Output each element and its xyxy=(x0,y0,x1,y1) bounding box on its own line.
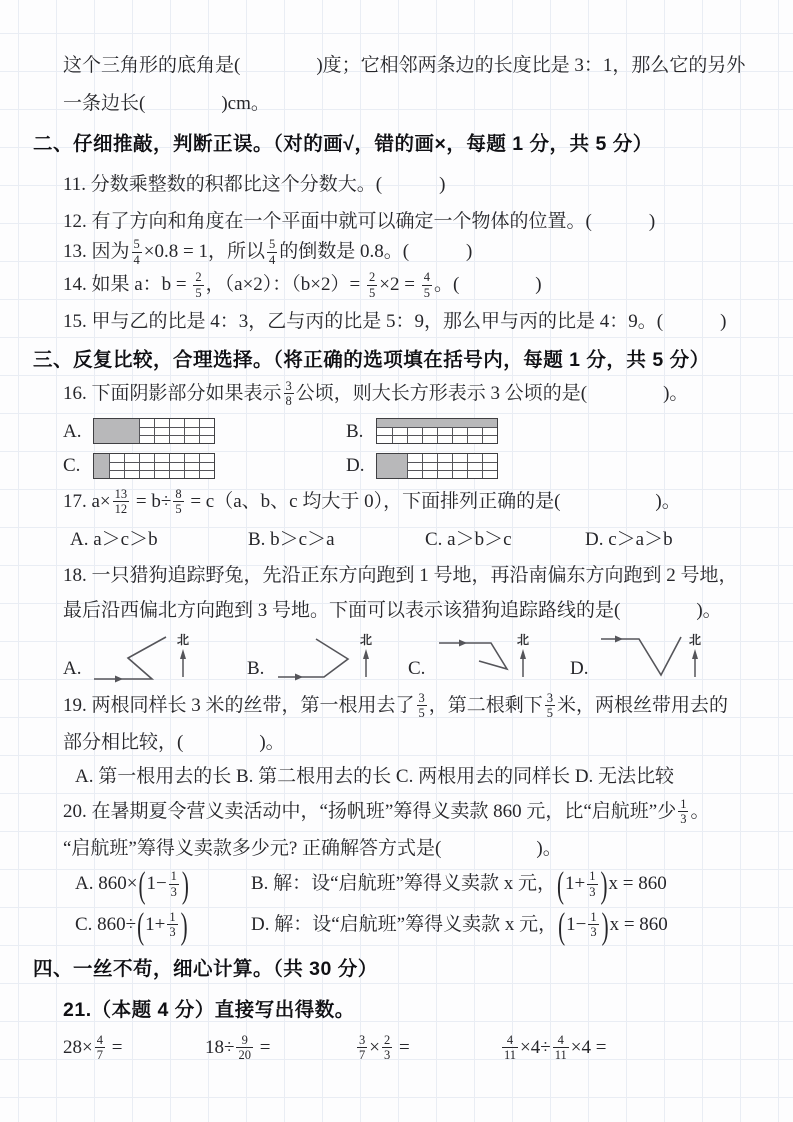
math-expression xyxy=(63,1034,205,1064)
fraction xyxy=(267,237,277,267)
grid-cell xyxy=(377,470,393,478)
text-run: 的倒数是 0.8。( ) xyxy=(279,241,473,263)
grid-cell xyxy=(184,435,200,443)
grid-option xyxy=(63,452,346,480)
option-label: A. xyxy=(63,420,82,442)
text-run: = xyxy=(254,1037,271,1059)
fraction-numerator: 3 xyxy=(546,691,554,705)
text-line xyxy=(63,835,765,863)
fraction-numerator: 1 xyxy=(169,909,176,924)
fraction-numerator: 8 xyxy=(175,486,182,501)
text-run: 12. 有了方向和角度在一个平面中就可以确定一个物体的位置。( ) xyxy=(63,210,656,232)
text-line xyxy=(63,208,765,236)
grid-cell xyxy=(154,470,170,478)
fraction-numerator: 3 xyxy=(359,1033,366,1048)
route-option xyxy=(570,631,709,686)
option-item xyxy=(251,864,667,907)
text-run: 公顷，则大长方形表示 3 公顷的是( )。 xyxy=(295,383,689,404)
text-run: 21.（本题 4 分）直接写出得数。 xyxy=(63,998,355,1021)
text-run: 米，两根丝带用去的 xyxy=(557,695,729,717)
text-run: = b÷ xyxy=(131,490,172,512)
text-run: C. 860÷ xyxy=(75,914,137,936)
grid-cell xyxy=(139,470,155,478)
text-run: 18. 一只猎狗追踪野兔，先沿正东方向跑到 1 号地，再沿南偏东方向跑到 2 号地， xyxy=(63,564,738,586)
fraction-grid xyxy=(376,418,498,444)
math-expression xyxy=(355,1034,500,1064)
fraction-numerator: 1 xyxy=(170,869,177,884)
text-run: 一条边长( )cm。 xyxy=(63,92,270,114)
text-run: 四、一丝不苟，细心计算。（共 30 分） xyxy=(33,958,378,981)
route-option xyxy=(408,631,570,686)
option-item: A. a＞c＞b xyxy=(70,529,158,551)
fraction-denominator: 5 xyxy=(175,501,182,516)
fraction-denominator: 3 xyxy=(589,884,596,899)
expressions-row xyxy=(63,1034,765,1064)
math-expression xyxy=(500,1034,606,1064)
text-run: × xyxy=(369,1037,380,1059)
text-run: 11. 分数乘整数的积都比这个分数大。( ) xyxy=(63,174,446,196)
north-arrowhead-icon xyxy=(520,649,526,659)
fraction xyxy=(502,1033,518,1063)
big-paren-close: ) xyxy=(601,904,609,947)
route-path xyxy=(601,637,681,675)
text-run: A. 860× xyxy=(75,873,138,895)
text-run: = c（a、b、c 均大于 0），下面排列正确的是( )。 xyxy=(185,490,681,512)
fraction-grid xyxy=(376,453,498,479)
option-label: D. xyxy=(570,658,589,680)
big-paren-open: ( xyxy=(137,904,145,947)
big-paren-close: ) xyxy=(181,864,189,907)
text-run: ，第二根剩下 xyxy=(428,695,543,717)
fraction-numerator: 1 xyxy=(680,796,687,811)
fraction-denominator: 5 xyxy=(195,285,202,300)
grid-cell xyxy=(109,435,125,443)
text-run: ×4÷ xyxy=(520,1037,551,1059)
grid-cell xyxy=(94,435,110,443)
text-run: ，（a×2）：（b×2）= xyxy=(205,274,365,296)
fraction-denominator: 7 xyxy=(359,1048,366,1063)
grid-cell xyxy=(139,435,155,443)
text-run: 二、仔细推敲，判断正误。（对的画√，错的画×，每题 1 分，共 5 分） xyxy=(33,133,653,156)
text-run: x = 860 xyxy=(609,914,668,936)
text-line xyxy=(63,380,765,410)
text-line xyxy=(63,562,765,590)
route-options-row xyxy=(63,631,765,686)
big-paren-open: ( xyxy=(558,904,566,947)
grid-cell xyxy=(482,470,497,478)
text-run: B. 解：设“启航班”筹得义卖款 x 元， xyxy=(251,873,557,895)
text-run: 28× xyxy=(63,1037,93,1059)
text-run: 17. a× xyxy=(63,490,111,512)
option-item xyxy=(75,864,251,907)
fraction-denominator: 4 xyxy=(133,252,140,267)
text-run: “启航班”筹得义卖款多少元? 正确解答方式是( )。 xyxy=(63,837,562,859)
fraction xyxy=(173,487,183,517)
big-paren-close: ) xyxy=(600,864,608,907)
grid-cell xyxy=(437,470,453,478)
option-label: D. xyxy=(346,455,365,477)
route-diagram xyxy=(597,631,709,686)
grid-cell xyxy=(392,435,408,443)
text-run: A. 第一根用去的长 B. 第二根用去的长 C. 两根用去的同样长 D. 无法比较 xyxy=(75,766,675,788)
text-run: 19. 两根同样长 3 米的丝带，第一根用去了 xyxy=(63,695,415,717)
fraction xyxy=(422,270,432,300)
route-arrowhead-icon xyxy=(459,640,467,647)
text-run: = xyxy=(106,1037,123,1059)
fraction xyxy=(588,910,598,940)
option-item: D. c＞a＞b xyxy=(585,529,673,551)
fraction-numerator: 4 xyxy=(423,270,430,285)
text-run: ×2 = xyxy=(379,274,420,296)
fraction-denominator: 5 xyxy=(369,285,376,300)
big-paren-close: ) xyxy=(180,904,188,947)
route-path xyxy=(278,639,348,677)
grid-cell xyxy=(482,435,497,443)
grid-options-row xyxy=(63,452,765,480)
big-paren-open: ( xyxy=(557,864,565,907)
text-run: 13. 因为 xyxy=(63,241,130,263)
fraction-denominator: 5 xyxy=(418,706,425,721)
option-label: C. xyxy=(63,455,81,477)
big-paren-open: ( xyxy=(138,864,146,907)
option-item xyxy=(75,904,251,947)
fraction xyxy=(367,270,377,300)
text-run: 1− xyxy=(146,873,167,895)
text-line xyxy=(75,763,765,791)
fraction xyxy=(587,869,597,899)
route-option xyxy=(247,631,408,686)
grid-cell xyxy=(169,435,185,443)
north-label: 北 xyxy=(360,633,373,647)
fraction xyxy=(284,379,294,409)
section-header xyxy=(63,996,765,1024)
fraction xyxy=(113,487,130,517)
text-run: 。( ) xyxy=(433,274,542,296)
grid-cell xyxy=(467,470,483,478)
text-run: 部分相比较，( )。 xyxy=(63,731,285,753)
text-line xyxy=(63,692,765,722)
north-label: 北 xyxy=(517,633,530,647)
route-arrowhead-icon xyxy=(295,674,303,681)
route-path xyxy=(94,637,166,679)
text-line xyxy=(63,729,765,757)
fraction-numerator: 5 xyxy=(268,237,276,252)
fraction-denominator: 3 xyxy=(170,884,177,899)
text-line xyxy=(63,488,765,518)
text-line xyxy=(63,597,765,625)
text-run: 14. 如果 a：b = xyxy=(63,274,192,296)
text-run: 15. 甲与乙的比是 4：3，乙与丙的比是 5：9，那么甲与丙的比是 4：9。( ) xyxy=(63,310,727,332)
fraction-numerator: 4 xyxy=(506,1033,514,1048)
fraction-denominator: 3 xyxy=(680,812,687,827)
fraction-numerator: 1 xyxy=(590,909,597,924)
options-row xyxy=(75,864,765,907)
text-run: 1+ xyxy=(565,873,586,895)
fraction xyxy=(236,1033,253,1063)
fraction-numerator: 2 xyxy=(383,1033,391,1048)
grid-cell xyxy=(109,470,125,478)
fraction-denominator: 3 xyxy=(169,925,176,940)
fraction-denominator: 3 xyxy=(590,925,597,940)
route-diagram xyxy=(435,631,547,686)
grid-cell xyxy=(452,470,468,478)
fraction-denominator: 20 xyxy=(238,1048,251,1063)
grid-cell xyxy=(452,435,468,443)
grid-cell xyxy=(94,470,110,478)
route-option xyxy=(63,631,247,686)
grid-options-row xyxy=(63,418,765,446)
fraction-numerator: 13 xyxy=(114,486,128,501)
text-run: D. 解：设“启航班”筹得义卖款 x 元， xyxy=(251,914,558,936)
section-header xyxy=(33,955,765,983)
route-arrowhead-icon xyxy=(615,636,623,643)
grid-option xyxy=(346,418,498,446)
fraction-denominator: 5 xyxy=(546,706,554,721)
section-header xyxy=(33,346,765,374)
north-label: 北 xyxy=(177,633,190,647)
fraction xyxy=(95,1033,105,1063)
grid-cell xyxy=(407,470,423,478)
fraction-numerator: 9 xyxy=(241,1033,248,1048)
text-line xyxy=(63,90,765,118)
text-run: 20. 在暑期夏令营义卖活动中，“扬帆班”筹得义卖款 860 元，比“启航班”少 xyxy=(63,801,677,823)
fraction-denominator: 7 xyxy=(96,1048,103,1063)
option-label: B. xyxy=(247,658,265,680)
fraction-numerator: 4 xyxy=(557,1033,564,1048)
fraction-grid xyxy=(93,453,215,479)
grid-cell xyxy=(184,470,200,478)
fraction-denominator: 4 xyxy=(268,252,276,267)
fraction xyxy=(132,237,142,267)
fraction xyxy=(169,869,179,899)
fraction-denominator: 8 xyxy=(285,394,292,409)
fraction-numerator: 3 xyxy=(418,691,425,705)
north-arrowhead-icon xyxy=(363,649,369,659)
grid-option xyxy=(346,452,498,480)
text-run: ×0.8 = 1，所以 xyxy=(143,241,265,263)
text-line xyxy=(63,271,765,301)
text-run: ×4 = xyxy=(570,1037,607,1059)
grid-cell xyxy=(199,435,214,443)
grid-cell xyxy=(377,435,393,443)
option-label: B. xyxy=(346,420,364,442)
fraction-denominator: 11 xyxy=(504,1048,517,1063)
fraction-denominator: 5 xyxy=(423,285,430,300)
text-run: 这个三角形的底角是( )度；它相邻两条边的长度比是 3：1，那么它的另外 xyxy=(63,55,746,76)
fraction-numerator: 2 xyxy=(369,270,376,285)
text-line xyxy=(63,238,765,268)
fraction-numerator: 5 xyxy=(133,237,140,252)
option-label: A. xyxy=(63,658,82,680)
text-line xyxy=(63,171,765,199)
text-run: 1− xyxy=(566,914,587,936)
grid-cell xyxy=(422,435,438,443)
options-row xyxy=(70,526,765,554)
text-run: x = 860 xyxy=(608,873,667,895)
text-line xyxy=(63,308,765,336)
text-run: 最后沿西偏北方向跑到 3 号地。下面可以表示该猎狗追踪路线的是( )。 xyxy=(63,600,722,622)
option-label: C. xyxy=(408,658,426,680)
math-expression xyxy=(205,1034,355,1064)
fraction xyxy=(553,1033,569,1063)
fraction xyxy=(357,1033,367,1063)
text-line xyxy=(63,52,765,80)
option-item: C. a＞b＞c xyxy=(425,529,512,551)
grid-cell xyxy=(154,435,170,443)
north-label: 北 xyxy=(689,633,702,647)
fraction-numerator: 4 xyxy=(96,1033,103,1048)
fraction xyxy=(545,691,555,721)
grid-cell xyxy=(199,470,214,478)
text-run: 。 xyxy=(690,801,710,823)
grid-cell xyxy=(392,470,408,478)
fraction-numerator: 2 xyxy=(195,270,202,285)
fraction-denominator: 12 xyxy=(114,501,128,516)
grid-option xyxy=(63,418,346,446)
grid-cell xyxy=(422,470,438,478)
options-row xyxy=(75,904,765,947)
grid-cell xyxy=(437,435,453,443)
text-run: 三、反复比较，合理选择。（将正确的选项填在括号内，每题 1 分，共 5 分） xyxy=(33,348,710,371)
fraction xyxy=(678,797,688,827)
fraction xyxy=(382,1033,392,1063)
grid-cell xyxy=(407,435,423,443)
text-run: = xyxy=(394,1037,410,1059)
text-run: 18÷ xyxy=(205,1037,235,1059)
grid-cell xyxy=(124,435,140,443)
fraction xyxy=(417,691,427,721)
route-diagram xyxy=(274,631,386,686)
text-line xyxy=(63,798,765,828)
text-run: 16. 下面阴影部分如果表示 xyxy=(63,383,282,404)
fraction-grid xyxy=(93,418,215,444)
grid-cell xyxy=(124,470,140,478)
route-diagram xyxy=(90,631,202,686)
route-arrowhead-icon xyxy=(115,676,123,683)
option-item: B. b＞c＞a xyxy=(248,529,335,551)
grid-cell xyxy=(169,470,185,478)
fraction-denominator: 3 xyxy=(383,1048,391,1063)
north-arrowhead-icon xyxy=(180,649,186,659)
option-item xyxy=(251,904,668,947)
fraction xyxy=(167,910,177,940)
fraction-denominator: 11 xyxy=(554,1048,567,1063)
section-header xyxy=(33,130,765,158)
grid-cell xyxy=(467,435,483,443)
text-run: 1+ xyxy=(145,914,166,936)
fraction-numerator: 3 xyxy=(285,378,292,393)
fraction-numerator: 1 xyxy=(589,869,596,884)
fraction xyxy=(193,270,203,300)
route-path xyxy=(439,643,507,669)
north-arrowhead-icon xyxy=(692,649,698,659)
